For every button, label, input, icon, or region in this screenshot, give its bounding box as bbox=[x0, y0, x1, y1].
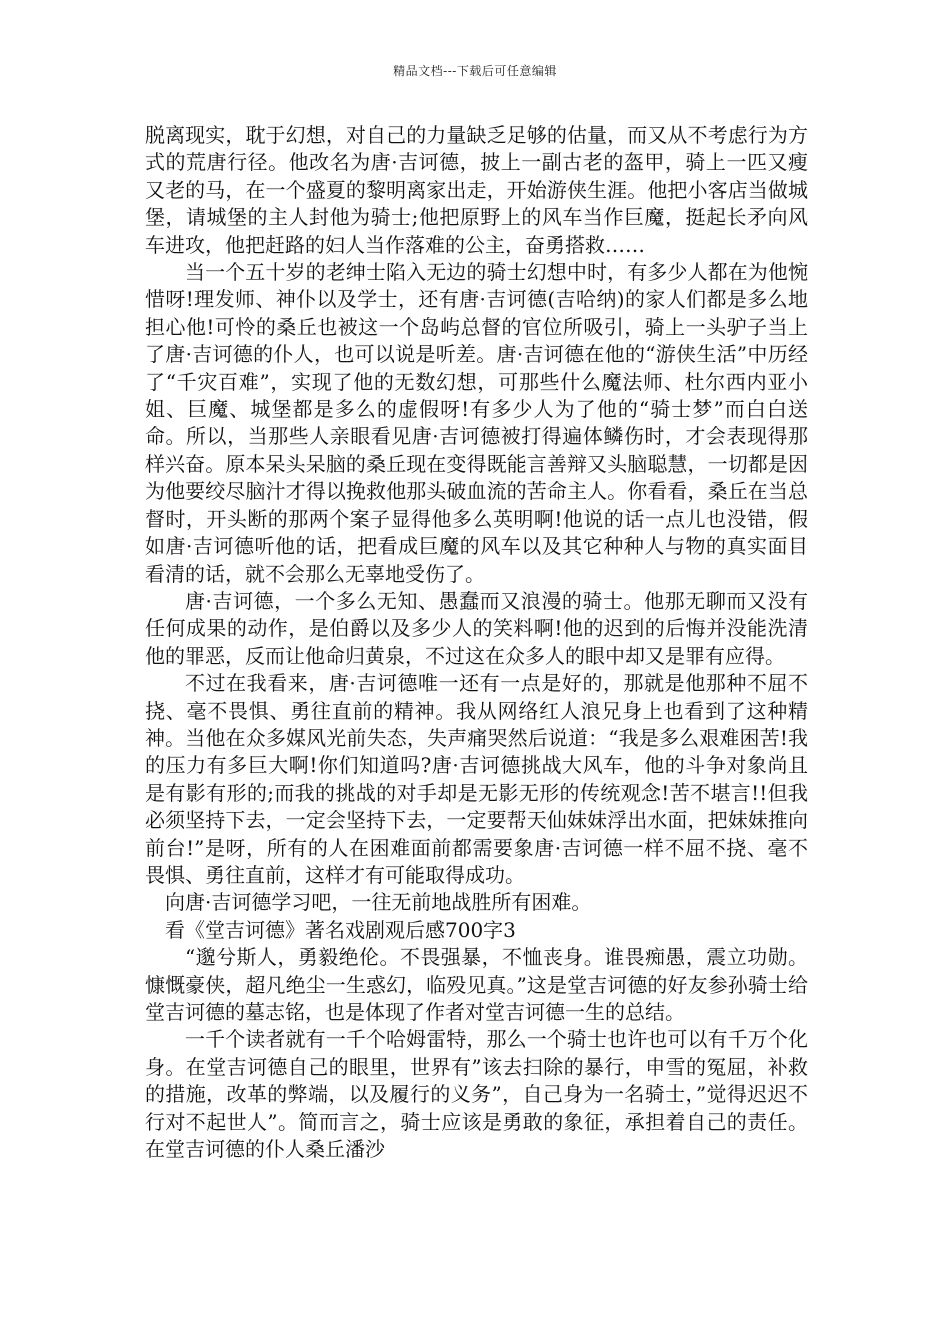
paragraph-6: “邈兮斯人，勇毅绝伦。不畏强暴，不恤丧身。谁畏痴愚，震立功勋。慷慨豪侠，超凡绝尘一生惑幻，临殁见真。”这是堂吉诃德的好友参孙骑士给堂吉诃德的墓志铭，也是体现了作者对堂吉诃德一生的总结。 bbox=[145, 945, 808, 1024]
section-heading: 看《堂吉诃德》著名戏剧观后感700字3 bbox=[165, 917, 516, 942]
paragraph-1: 脱离现实，耽于幻想，对自己的力量缺乏足够的估量，而又从不考虑行为方式的荒唐行径。他改名为唐·吉诃德，披上一副古老的盔甲，骑上一匹又瘦又老的马，在一个盛夏的黎明离家出走，开始游侠生涯。他把小客店当做城堡，请城堡的主人封他为骑士;他把原野上的风车当作巨魔，挺起长矛向风车进攻，他把赶路的妇人当作落难的公主，奋勇搭救…… bbox=[145, 123, 808, 257]
paragraph-7: 一千个读者就有一千个哈姆雷特，那么一个骑士也许也可以有千万个化身。在堂吉诃德自己的眼里，世界有”该去扫除的暴行，申雪的冤屈，补救的措施，改革的弊端，以及履行的义务”，自己身为一名骑士，”觉得迟迟不行对不起世人”。简而言之，骑士应该是勇敢的象征，承担着自己的责任。在堂吉诃德的仆人桑丘潘沙 bbox=[145, 1027, 808, 1162]
paragraph-4: 不过在我看来，唐·吉诃德唯一还有一点是好的，那就是他那种不屈不挠、毫不畏惧、勇往直前的精神。我从网络红人浪兄身上也看到了这种精神。当他在众多媒风光前失态，失声痛哭然后说道：“我是多么艰难困苦!我的压力有多巨大啊!你们知道吗?唐·吉诃德挑战大风车，他的斗争对象尚且是有影有形的;而我的挑战的对手却是无影无形的传统观念!苦不堪言!!但我必须坚持下去，一定会坚持下去，一定要帮天仙妹妹浮出水面，把妹妹推向前台!”是呀，所有的人在困难面前都需要象唐·吉诃德一样不屈不挠、毫不畏惧、勇往直前，这样才有可能取得成功。 bbox=[145, 671, 808, 887]
document-body bbox=[145, 122, 808, 1163]
paragraph-5: 向唐·吉诃德学习吧，一往无前地战胜所有困难。 bbox=[165, 890, 592, 915]
paragraph-2: 当一个五十岁的老绅士陷入无边的骑士幻想中时，有多少人都在为他惋惜呀!理发师、神仆以及学士，还有唐·吉诃德(吉哈纳)的家人们都是多么地担心他!可怜的桑丘也被这一个岛屿总督的官位所吸引，骑上一头驴子当上了唐·吉诃德的仆人，也可以说是听差。唐·吉诃德在他的“游侠生活”中历经了“千灾百难”，实现了他的无数幻想，可那些什么魔法师、杜尔西内亚小姐、巨魔、城堡都是多么的虚假呀!有多少人为了他的“骑士梦”而白白送命。所以，当那些人亲眼看见唐·吉诃德被打得遍体鳞伤时，才会表现得那样兴奋。原本呆头呆脑的桑丘现在变得既能言善辩又头脑聪慧，一切都是因为他要绞尽脑汁才得以挽救他那头破血流的苦命主人。你看看，桑丘在当总督时，开头断的那两个案子显得他多么英明啊!他说的话一点儿也没错，假如唐·吉诃德听他的话，把看成巨魔的风车以及其它种种人与物的真实面目看清的话，就不会那么无辜地受伤了。 bbox=[145, 260, 808, 586]
page-header: 精品文档---下载后可任意编辑 bbox=[393, 64, 557, 78]
paragraph-3: 唐·吉诃德，一个多么无知、愚蠢而又浪漫的骑士。他那无聊而又没有任何成果的动作，是伯爵以及多少人的笑料啊!他的迟到的后悔并没能洗清他的罪恶，反而让他命归黄泉，不过这在众多人的眼中却又是罪有应得。 bbox=[145, 588, 808, 668]
